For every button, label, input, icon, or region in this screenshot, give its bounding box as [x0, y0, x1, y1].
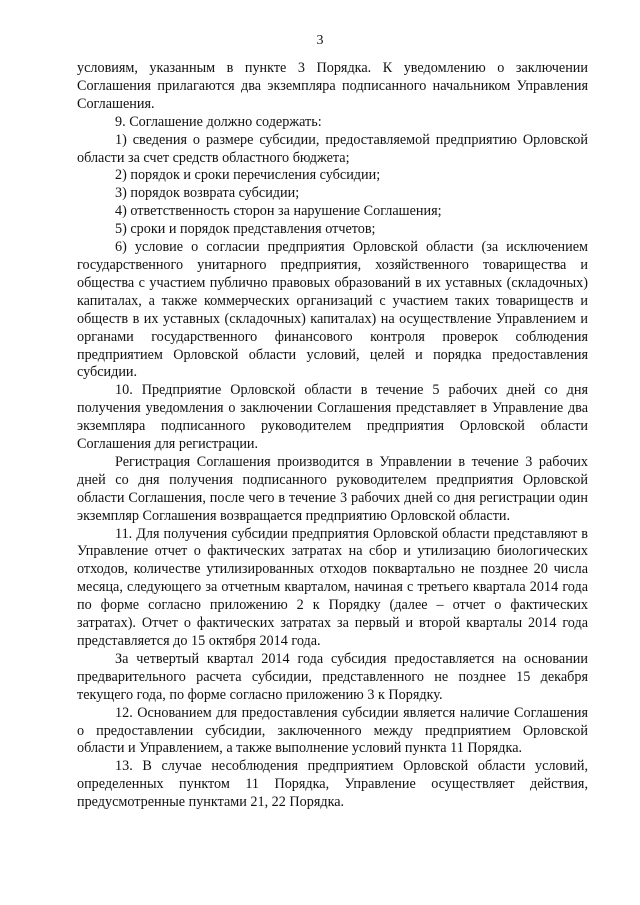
- paragraph: За четвертый квартал 2014 года субсидия предоставляется на основании предварительного расчета субсидии, представленного не позднее 15 декабря текущего года, по форме согласно приложению 3 к Порядку.: [77, 650, 588, 703]
- paragraph: 5) сроки и порядок представления отчетов;: [115, 221, 376, 238]
- paragraph: 2) порядок и сроки перечисления субсидии;: [115, 167, 381, 184]
- paragraph: 3) порядок возврата субсидии;: [115, 185, 300, 202]
- paragraph: 6) условие о согласии предприятия Орловской области (за исключением государственного унитарного предприятия, хозяйственного товарищества и общества с участием публично правовых образований в их уставных (складочных) капиталах, а также коммерческих организаций с участием таких товариществ и обществ в их уставных (складочных) капиталах) на осуществление Управлением и органами государственного финансового контроля проверок соблюдения предприятием Орловской области условий, целей и порядка предоставления субсидии.: [77, 239, 588, 381]
- document-body: [77, 60, 588, 812]
- paragraph: 10. Предприятие Орловской области в течение 5 рабочих дней со дня получения уведомления о заключении Соглашения представляет в Управление два экземпляра подписанного руководителем предприятия Орловской области Соглашения для регистрации.: [77, 382, 588, 453]
- paragraph: 11. Для получения субсидии предприятия Орловской области представляют в Управление отчет о фактических затратах на сбор и утилизацию биологических отходов, количестве утилизированных отходов поквартально не позднее 20 числа месяца, следующего за отчетным кварталом, начиная с третьего квартала 2014 года по форме согласно приложению 2 к Порядку (далее – отчет о фактических затратах). Отчет о фактических затратах за первый и второй кварталы 2014 года представляется до 15 октября 2014 года.: [77, 525, 588, 649]
- page-number: 3: [316, 33, 324, 48]
- paragraph: 13. В случае несоблюдения предприятием Орловской области условий, определенных пунктом 11 Порядка, Управление осуществляет действия, предусмотренные пунктами 21, 22 Порядка.: [77, 758, 588, 811]
- paragraph: 9. Соглашение должно содержать:: [115, 113, 322, 130]
- paragraph: 12. Основанием для предоставления субсидии является наличие Соглашения о предоставлении субсидии, заключенного между предприятием Орловской области и Управлением, а также выполнение условий пункта 11 Порядка.: [77, 704, 588, 757]
- paragraph: Регистрация Соглашения производится в Управлении в течение 3 рабочих дней со дня получения подписанного руководителем предприятия Орловской области Соглашения, после чего в течение 3 рабочих дней со дня регистрации один экземпляр Соглашения возвращается предприятию Орловской области.: [77, 453, 588, 524]
- paragraph: условиям, указанным в пункте 3 Порядка. К уведомлению о заключении Соглашения прилагаются два экземпляра подписанного начальником Управления Соглашения.: [77, 60, 588, 112]
- paragraph: 1) сведения о размере субсидии, предоставляемой предприятию Орловской области за счет средств областного бюджета;: [77, 131, 588, 166]
- paragraph: 4) ответственность сторон за нарушение Соглашения;: [115, 203, 442, 220]
